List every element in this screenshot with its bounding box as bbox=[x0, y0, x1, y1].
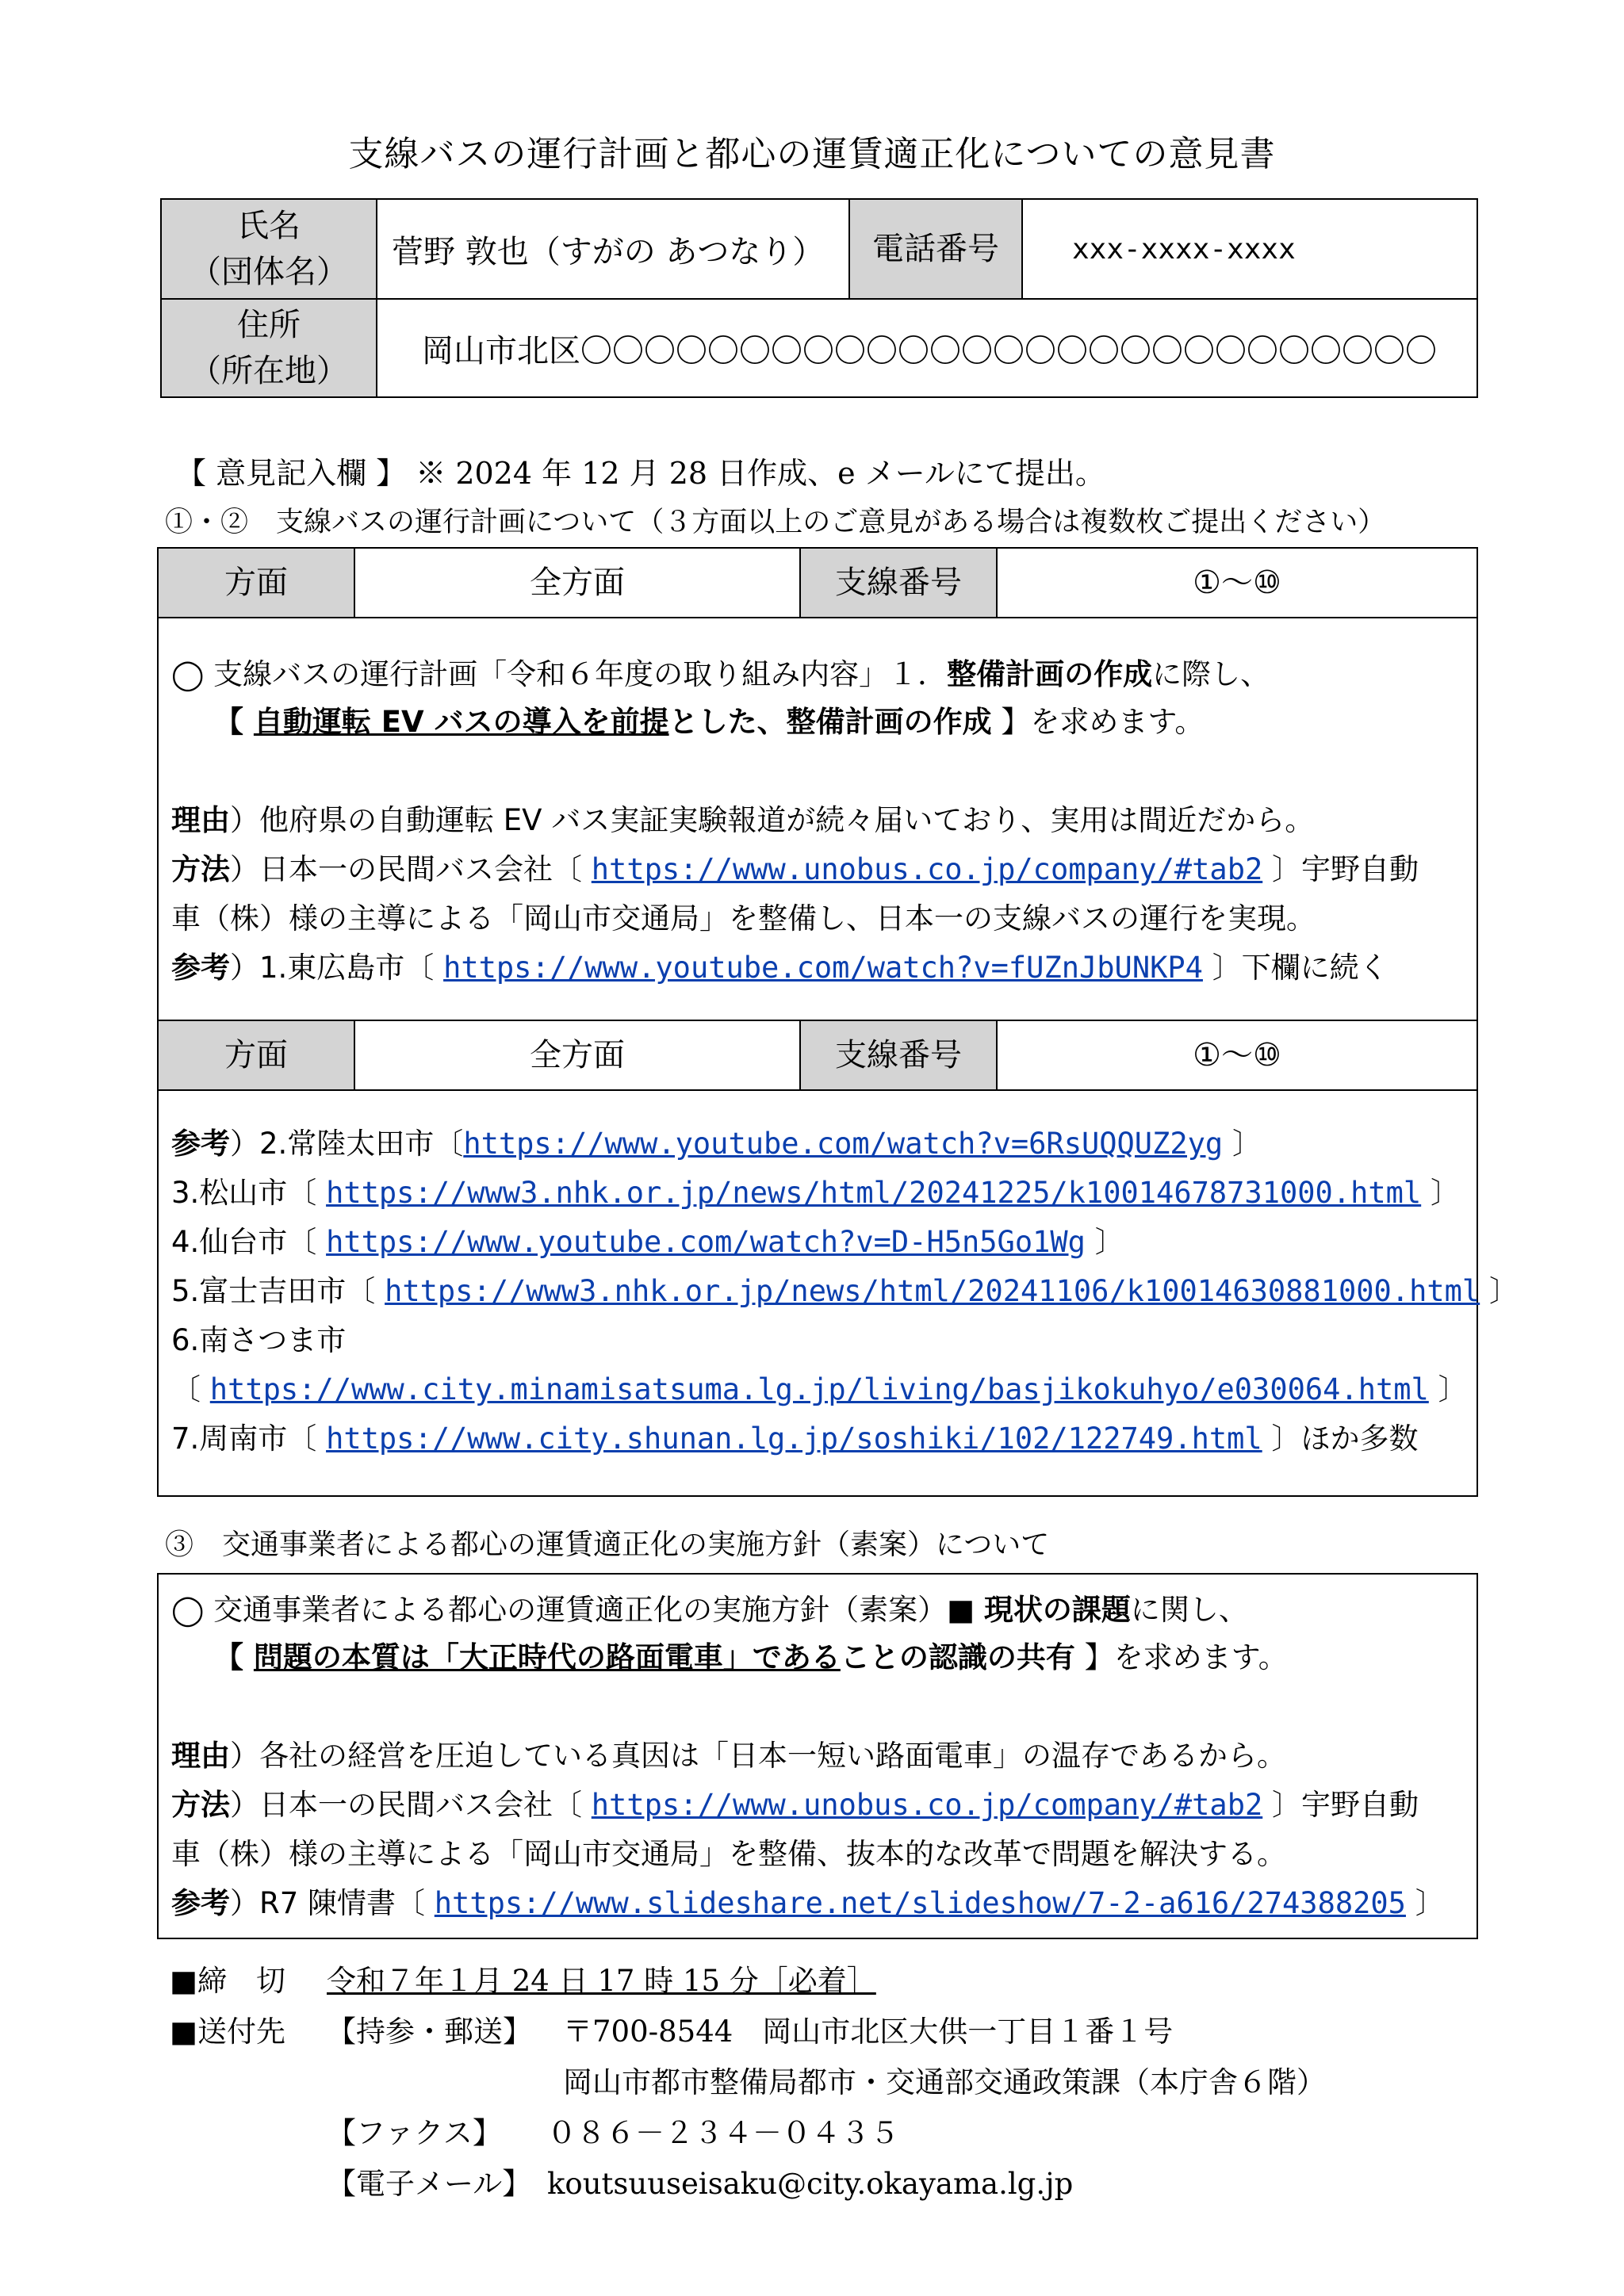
phone-label: 電話番号 bbox=[872, 231, 999, 267]
hdr2-div-c bbox=[996, 1021, 998, 1089]
address-label-cell bbox=[162, 300, 376, 396]
route-label-cell-2: 支線番号 bbox=[801, 1021, 996, 1089]
hitachiota-link[interactable]: https://www.youtube.com/watch?v=6RsUQQUZ2yg bbox=[463, 1127, 1224, 1161]
slideshare-link[interactable]: https://www.slideshare.net/slideshow/7-2-a616/274388205 bbox=[434, 1886, 1406, 1920]
ref-line-2: 参考）2.常陸太田市〔https://www.youtube.com/watch?v=6RsUQQUZ2yg 〕 bbox=[171, 1127, 1262, 1161]
section12-header: ①・② 支線バスの運行計画について（３方面以上のご意見がある場合は複数枚ご提出ください） bbox=[165, 507, 1386, 538]
name-label: 氏名 bbox=[237, 208, 301, 244]
opinion3-ref: 参考）R7 陳情書〔 https://www.slideshare.net/slideshow/7-2-a616/274388205 〕 bbox=[171, 1886, 1445, 1920]
ref-line-7: 7.周南市〔 https://www.city.shunan.lg.jp/soshiki/102/122749.html 〕ほか多数 bbox=[171, 1422, 1419, 1456]
hdr2-div-a bbox=[354, 1021, 355, 1089]
name-label-cell bbox=[162, 200, 376, 298]
send-label: ■送付先 bbox=[170, 2015, 285, 2049]
address-value: 岡山市北区〇〇〇〇〇〇〇〇〇〇〇〇〇〇〇〇〇〇〇〇〇〇〇〇〇〇〇 bbox=[422, 332, 1437, 369]
matsuyama-link[interactable]: https://www3.nhk.or.jp/news/html/20241225/k10014678731000.html bbox=[326, 1176, 1422, 1210]
fax-value: ０８６－２３４－０４３５ bbox=[547, 2116, 899, 2150]
opinion1-reason: 理由）他府県の自動運転 EV バス実証実験報道が続々届いており、実用は間近だから。 bbox=[171, 803, 1315, 837]
section3-header: ③ 交通事業者による都心の運賃適正化の実施方針（素案）について bbox=[165, 1529, 1050, 1561]
direction-label-cell-2: 方面 bbox=[159, 1021, 354, 1089]
name-label-sub: （団体名） bbox=[190, 254, 348, 290]
applicant-col-divider bbox=[376, 200, 377, 396]
route-value-cell: ①〜⑩ bbox=[1193, 564, 1281, 601]
address-label: 住所 bbox=[237, 307, 301, 343]
deadline-label: ■締 切 bbox=[170, 1964, 285, 1998]
direction-value-cell: 全方面 bbox=[530, 564, 625, 601]
name-value: 菅野 敦也（すがの あつなり） bbox=[392, 233, 825, 270]
phone-label-left-divider bbox=[848, 200, 850, 298]
ref-line-6: 6.南さつま市 bbox=[171, 1323, 347, 1357]
sendai-link[interactable]: https://www.youtube.com/watch?v=D-H5n5Go1Wg bbox=[326, 1225, 1086, 1259]
direction-label-cell: 方面 bbox=[159, 549, 354, 617]
unobus-link-2[interactable]: https://www.unobus.co.jp/company/#tab2 bbox=[591, 1788, 1263, 1822]
send-mail-value: 〒700-8544 岡山市北区大供一丁目１番１号 bbox=[563, 2015, 1174, 2049]
unobus-link-1[interactable]: https://www.unobus.co.jp/company/#tab2 bbox=[591, 852, 1263, 886]
hdr2-div-b bbox=[799, 1021, 801, 1089]
hdr1-div-c bbox=[996, 549, 998, 617]
email-value[interactable]: koutsuuseisaku@city.okayama.lg.jp bbox=[547, 2167, 1074, 2201]
address-label-sub: （所在地） bbox=[190, 353, 348, 389]
entry-header: 【 意見記入欄 】 ※ 2024 年 12 月 28 日作成、e メールにて提出。 bbox=[176, 456, 1105, 491]
hdr1-bottom bbox=[159, 617, 1477, 618]
ref-line-3: 3.松山市〔 https://www3.nhk.or.jp/news/html/20241225/k10014678731000.html 〕 bbox=[171, 1176, 1460, 1210]
opinion3-line2: 【 問題の本質は「大正時代の路面電車」であることの認識の共有 】を求めます。 bbox=[214, 1640, 1288, 1674]
document-title: 支線バスの運行計画と都心の運賃適正化についての意見書 bbox=[348, 134, 1276, 174]
opinion3-method: 方法）日本一の民間バス会社〔 https://www.unobus.co.jp/company/#tab2 〕宇野自動 bbox=[171, 1788, 1419, 1822]
fax-label: 【ファクス】 bbox=[327, 2116, 502, 2150]
phone-label-right-divider bbox=[1021, 200, 1023, 298]
hdr1-div-b bbox=[799, 549, 801, 617]
fujiyoshida-link[interactable]: https://www3.nhk.or.jp/news/html/20241106/k10014630881000.html bbox=[385, 1274, 1480, 1308]
ref-line-5: 5.富士吉田市〔 https://www3.nhk.or.jp/news/html/20241106/k10014630881000.html 〕 bbox=[171, 1274, 1519, 1308]
hdr1-div-a bbox=[354, 549, 355, 617]
send-mail-dept: 岡山市都市整備局都市・交通部交通政策課（本庁舎６階） bbox=[563, 2065, 1326, 2099]
route-label-cell: 支線番号 bbox=[801, 549, 996, 617]
minamisatsuma-link[interactable]: https://www.city.minamisatsuma.lg.jp/living/basjikokuhyo/e030064.html bbox=[209, 1372, 1429, 1406]
ref-line-6b: 〔 https://www.city.minamisatsuma.lg.jp/living/basjikokuhyo/e030064.html 〕 bbox=[171, 1372, 1468, 1406]
opinion1-ref: 参考）1.東広島市〔 https://www.youtube.com/watch?v=fUZnJbUNKP4 〕下欄に続く bbox=[171, 951, 1388, 985]
phone-label-cell bbox=[850, 200, 1021, 298]
opinion1-method: 方法）日本一の民間バス会社〔 https://www.unobus.co.jp/company/#tab2 〕宇野自動 bbox=[171, 852, 1419, 886]
higashihiroshima-link[interactable]: https://www.youtube.com/watch?v=fUZnJbUNKP4 bbox=[443, 951, 1203, 985]
direction-value-cell-2: 全方面 bbox=[530, 1037, 625, 1073]
opinion1-method-line2: 車（株）様の主導による「岡山市交通局」を整備し、日本一の支線バスの運行を実現。 bbox=[171, 901, 1316, 936]
shunan-link[interactable]: https://www.city.shunan.lg.jp/soshiki/102/122749.html bbox=[326, 1422, 1262, 1456]
hdr2-bottom bbox=[159, 1089, 1477, 1091]
send-mail-label: 【持参・郵送】 bbox=[327, 2015, 532, 2049]
ref-line-4: 4.仙台市〔 https://www.youtube.com/watch?v=D-H5n5Go1Wg 〕 bbox=[171, 1225, 1124, 1259]
deadline-value: 令和７年１月 24 日 17 時 15 分［必着］ bbox=[327, 1964, 876, 1998]
email-label: 【電子メール】 bbox=[327, 2167, 532, 2201]
phone-value: xxx-xxxx-xxxx bbox=[1072, 232, 1296, 266]
opinion1-line2: 【 自動運転 EV バスの導入を前提とした、整備計画の作成 】を求めます。 bbox=[214, 705, 1205, 739]
route-value-cell-2: ①〜⑩ bbox=[1193, 1037, 1281, 1073]
opinion1-line1: ◯ 支線バスの運行計画「令和６年度の取り組み内容」１．整備計画の作成に際し、 bbox=[171, 657, 1270, 691]
opinion3-method-line2: 車（株）様の主導による「岡山市交通局」を整備、抜本的な改革で問題を解決する。 bbox=[171, 1837, 1286, 1871]
opinion3-reason: 理由）各社の経営を圧迫している真因は「日本一短い路面電車」の温存であるから。 bbox=[171, 1739, 1286, 1773]
opinion3-line1: ◯ 交通事業者による都心の運賃適正化の実施方針（素案）■ 現状の課題に関し、 bbox=[171, 1593, 1248, 1627]
